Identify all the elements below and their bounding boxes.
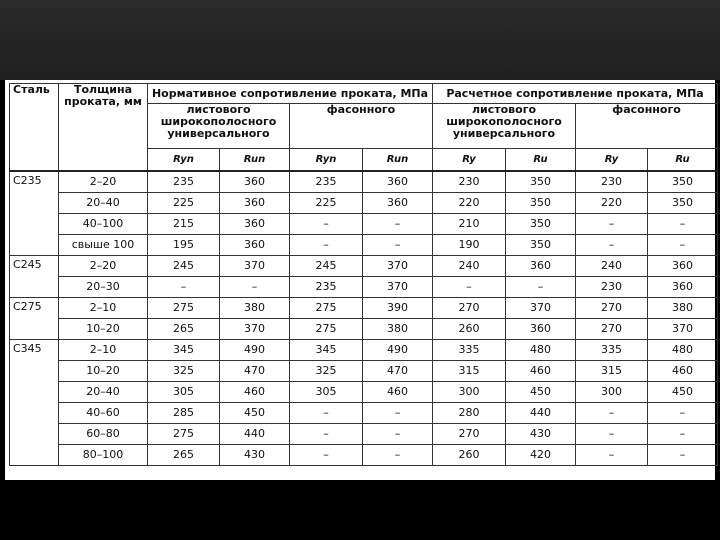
steel-grade-cell: С275: [10, 298, 59, 340]
value-cell: 350: [648, 171, 718, 193]
value-cell: –: [576, 235, 648, 256]
header-normative-sheet: листового широкополосного универсального: [148, 104, 290, 149]
value-cell: 220: [433, 193, 506, 214]
value-cell: 430: [220, 445, 290, 466]
header-steel: Сталь: [10, 84, 59, 172]
thickness-cell: свыше 100: [59, 235, 148, 256]
value-cell: 440: [506, 403, 576, 424]
value-cell: –: [648, 445, 718, 466]
value-cell: 460: [220, 382, 290, 403]
value-cell: –: [648, 214, 718, 235]
thickness-cell: 20–30: [59, 277, 148, 298]
steel-grade-cell: С345: [10, 340, 59, 466]
value-cell: –: [363, 214, 433, 235]
value-cell: –: [148, 277, 220, 298]
value-cell: –: [290, 403, 363, 424]
thickness-cell: 10–20: [59, 319, 148, 340]
header-design: Расчетное сопротивление проката, МПа: [433, 84, 718, 104]
table-row: [10, 319, 718, 340]
table-row: [10, 382, 718, 403]
table-row: [10, 171, 718, 193]
value-cell: 420: [506, 445, 576, 466]
value-cell: –: [648, 424, 718, 445]
value-cell: 390: [363, 298, 433, 319]
header-design-shaped: фасонного: [576, 104, 718, 149]
value-cell: –: [576, 445, 648, 466]
value-cell: 215: [148, 214, 220, 235]
value-cell: –: [220, 277, 290, 298]
table-row: [10, 361, 718, 382]
value-cell: 370: [648, 319, 718, 340]
value-cell: 430: [506, 424, 576, 445]
value-cell: –: [576, 214, 648, 235]
value-cell: 360: [220, 235, 290, 256]
value-cell: 370: [363, 256, 433, 277]
value-cell: 270: [576, 298, 648, 319]
thickness-cell: 10–20: [59, 361, 148, 382]
thickness-cell: 60–80: [59, 424, 148, 445]
table-body: [10, 171, 718, 466]
value-cell: 370: [220, 256, 290, 277]
top-bar: [0, 0, 720, 80]
table-row: [10, 445, 718, 466]
value-cell: 270: [433, 298, 506, 319]
value-cell: 230: [433, 171, 506, 193]
value-cell: –: [363, 235, 433, 256]
value-cell: 345: [148, 340, 220, 361]
value-cell: 240: [576, 256, 648, 277]
value-cell: –: [363, 424, 433, 445]
value-cell: 370: [506, 298, 576, 319]
thickness-cell: 40–60: [59, 403, 148, 424]
value-cell: –: [290, 214, 363, 235]
value-cell: 350: [506, 193, 576, 214]
value-cell: 450: [220, 403, 290, 424]
value-cell: 225: [290, 193, 363, 214]
value-cell: 275: [148, 424, 220, 445]
value-cell: 450: [506, 382, 576, 403]
header-run-1: Run: [220, 149, 290, 172]
header-design-sheet: листового широкополосного универсального: [433, 104, 576, 149]
value-cell: 380: [363, 319, 433, 340]
value-cell: 270: [433, 424, 506, 445]
value-cell: 360: [506, 319, 576, 340]
value-cell: –: [290, 235, 363, 256]
value-cell: 470: [220, 361, 290, 382]
value-cell: –: [433, 277, 506, 298]
header-ryn-1: Ryn: [148, 149, 220, 172]
value-cell: –: [648, 403, 718, 424]
table-row: [10, 298, 718, 319]
thickness-cell: 2–10: [59, 340, 148, 361]
header-run-2: Run: [363, 149, 433, 172]
table-row: [10, 277, 718, 298]
value-cell: 265: [148, 445, 220, 466]
value-cell: 350: [648, 193, 718, 214]
value-cell: 230: [576, 277, 648, 298]
value-cell: 195: [148, 235, 220, 256]
value-cell: 275: [290, 319, 363, 340]
thickness-cell: 20–40: [59, 382, 148, 403]
value-cell: 260: [433, 445, 506, 466]
table-row: [10, 235, 718, 256]
value-cell: 350: [506, 171, 576, 193]
value-cell: 360: [506, 256, 576, 277]
value-cell: 280: [433, 403, 506, 424]
value-cell: 235: [148, 171, 220, 193]
value-cell: 235: [290, 171, 363, 193]
thickness-cell: 40–100: [59, 214, 148, 235]
value-cell: 480: [648, 340, 718, 361]
steel-grade-cell: С235: [10, 171, 59, 256]
value-cell: 460: [506, 361, 576, 382]
value-cell: 380: [648, 298, 718, 319]
table-row: [10, 340, 718, 361]
value-cell: 370: [363, 277, 433, 298]
value-cell: 210: [433, 214, 506, 235]
value-cell: 480: [506, 340, 576, 361]
value-cell: 270: [576, 319, 648, 340]
value-cell: –: [290, 424, 363, 445]
thickness-cell: 2–20: [59, 256, 148, 277]
value-cell: –: [290, 445, 363, 466]
value-cell: 305: [148, 382, 220, 403]
value-cell: 315: [433, 361, 506, 382]
value-cell: 370: [220, 319, 290, 340]
value-cell: 440: [220, 424, 290, 445]
value-cell: 240: [433, 256, 506, 277]
value-cell: 235: [290, 277, 363, 298]
value-cell: 285: [148, 403, 220, 424]
table-row: [10, 214, 718, 235]
thickness-cell: 80–100: [59, 445, 148, 466]
header-ry-1: Ry: [433, 149, 506, 172]
value-cell: 360: [363, 193, 433, 214]
value-cell: 275: [148, 298, 220, 319]
value-cell: 460: [363, 382, 433, 403]
value-cell: 460: [648, 361, 718, 382]
value-cell: 360: [648, 256, 718, 277]
value-cell: 450: [648, 382, 718, 403]
value-cell: 470: [363, 361, 433, 382]
value-cell: 225: [148, 193, 220, 214]
header-ry-2: Ry: [576, 149, 648, 172]
value-cell: 380: [220, 298, 290, 319]
value-cell: 245: [148, 256, 220, 277]
value-cell: 490: [363, 340, 433, 361]
table-row: [10, 424, 718, 445]
bottom-bar: [0, 482, 720, 540]
value-cell: 360: [220, 214, 290, 235]
value-cell: 305: [290, 382, 363, 403]
value-cell: 230: [576, 171, 648, 193]
steel-grade-cell: С245: [10, 256, 59, 298]
table-image: [5, 80, 715, 480]
value-cell: –: [363, 403, 433, 424]
header-normative-shaped: фасонного: [290, 104, 433, 149]
table-row: [10, 256, 718, 277]
value-cell: 190: [433, 235, 506, 256]
value-cell: 490: [220, 340, 290, 361]
value-cell: 325: [290, 361, 363, 382]
table-row: [10, 193, 718, 214]
value-cell: 335: [433, 340, 506, 361]
value-cell: 315: [576, 361, 648, 382]
value-cell: –: [648, 235, 718, 256]
header-ryn-2: Ryn: [290, 149, 363, 172]
value-cell: –: [506, 277, 576, 298]
value-cell: –: [363, 445, 433, 466]
value-cell: 350: [506, 235, 576, 256]
value-cell: 335: [576, 340, 648, 361]
value-cell: 245: [290, 256, 363, 277]
value-cell: 360: [648, 277, 718, 298]
thickness-cell: 20–40: [59, 193, 148, 214]
value-cell: 360: [220, 171, 290, 193]
header-thickness: Толщина проката, мм: [59, 84, 148, 172]
thickness-cell: 2–10: [59, 298, 148, 319]
value-cell: 360: [363, 171, 433, 193]
value-cell: 275: [290, 298, 363, 319]
header-ru-2: Ru: [648, 149, 718, 172]
value-cell: –: [576, 424, 648, 445]
header-normative: Нормативное сопротивление проката, МПа: [148, 84, 433, 104]
value-cell: 360: [220, 193, 290, 214]
steel-resistance-table: [9, 83, 718, 466]
value-cell: 325: [148, 361, 220, 382]
value-cell: 300: [433, 382, 506, 403]
value-cell: 300: [576, 382, 648, 403]
table-row: [10, 403, 718, 424]
header-ru-1: Ru: [506, 149, 576, 172]
value-cell: 350: [506, 214, 576, 235]
thickness-cell: 2–20: [59, 171, 148, 193]
value-cell: 260: [433, 319, 506, 340]
value-cell: –: [576, 403, 648, 424]
value-cell: 265: [148, 319, 220, 340]
value-cell: 345: [290, 340, 363, 361]
value-cell: 220: [576, 193, 648, 214]
